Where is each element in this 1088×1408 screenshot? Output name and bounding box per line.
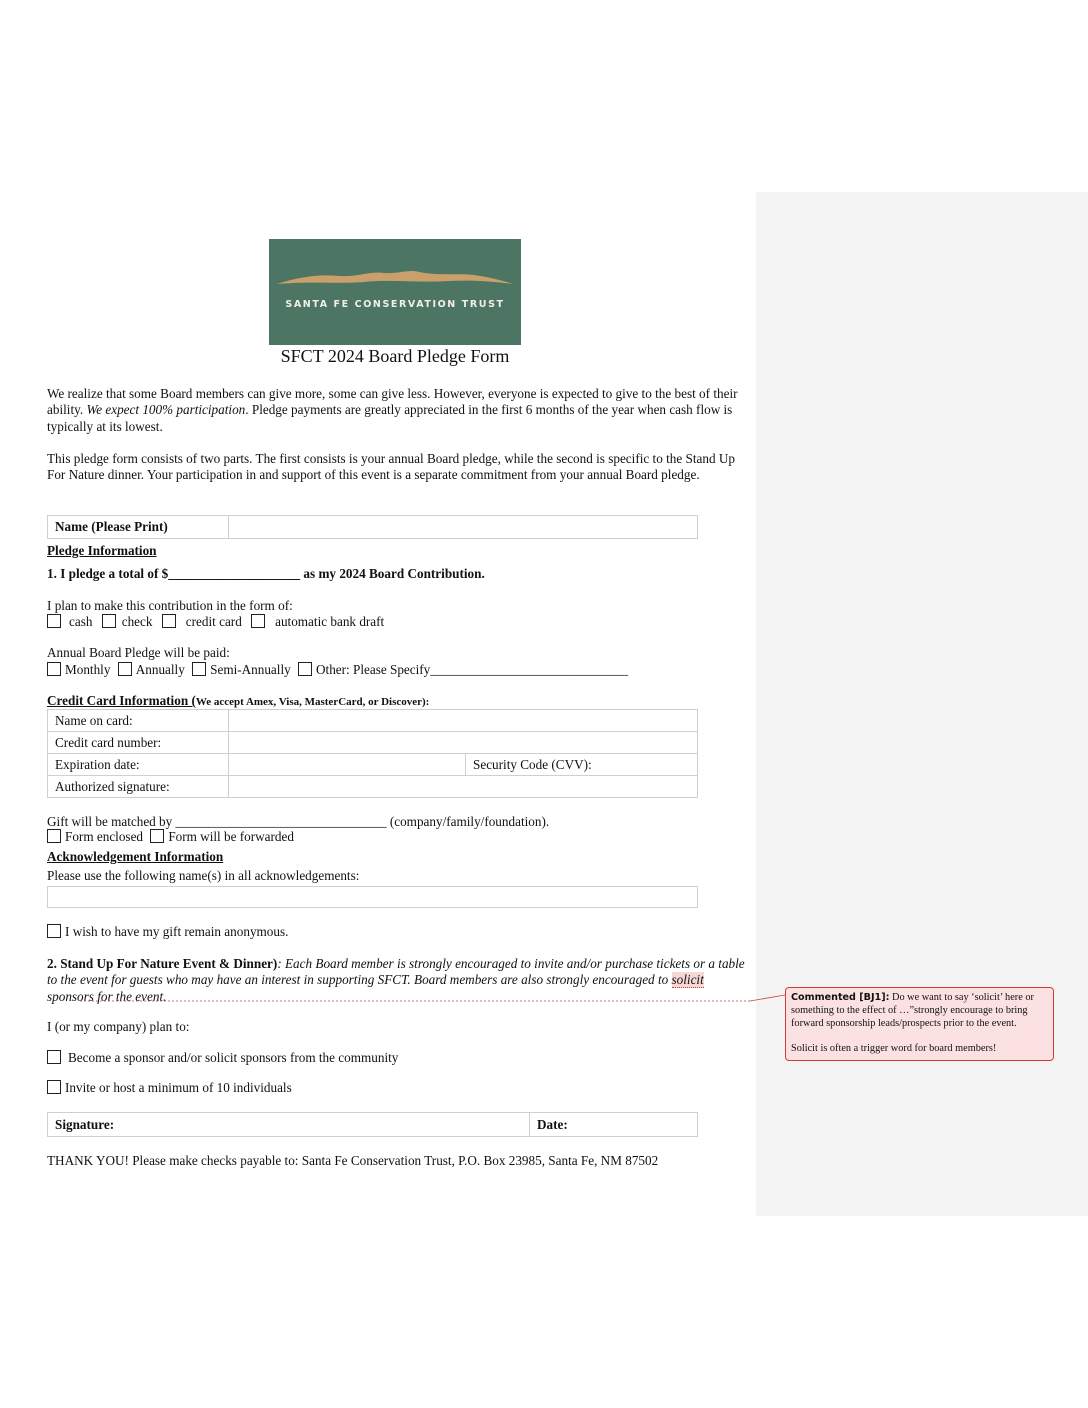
check-label: check <box>121 614 153 629</box>
credit-card-label: credit card <box>185 614 242 629</box>
authorized-signature-input[interactable] <box>229 776 698 798</box>
monthly-checkbox[interactable] <box>47 662 61 676</box>
payment-form-options <box>47 614 384 630</box>
form-enclosed-checkbox[interactable] <box>47 829 61 843</box>
credit-card-table <box>47 709 698 798</box>
comment-body <box>791 991 1048 1030</box>
bank-draft-checkbox[interactable] <box>251 614 265 628</box>
acknowledgement-heading: Acknowledgement Information <box>47 849 224 864</box>
comment-author: Commented [BJ1]: <box>791 992 890 1003</box>
org-logo <box>269 239 521 345</box>
invite-option <box>47 1080 292 1096</box>
name-label: Name (Please Print) <box>48 516 229 539</box>
page-title: SFCT 2024 Board Pledge Form <box>280 346 510 366</box>
comment-pane <box>756 192 1088 1216</box>
footer-thank-you: THANK YOU! Please make checks payable to: Santa Fe Conservation Trust, P.O. Box 23985, Santa Fe, NM 87502 <box>47 1153 659 1168</box>
intro-paragraph-1: We realize that some Board members can give more, some can give less. However, everyone is expected to give to the best of their ability. We expect 100% participation. Pledge payments are greatly appreciated in the first 6 months of the year when cash flow is typically at its lowest. <box>47 386 738 434</box>
logo-text: SANTA FE CONSERVATION TRUST <box>285 299 505 310</box>
sponsor-option <box>47 1050 398 1066</box>
form-enclosed-label: Form enclosed <box>65 829 144 844</box>
cash-checkbox[interactable] <box>47 614 61 628</box>
mountain-icon <box>269 239 521 345</box>
acknowledgement-prompt: Please use the following name(s) in all acknowledgements: <box>47 868 360 883</box>
sponsor-checkbox[interactable] <box>47 1050 61 1064</box>
comment-balloon[interactable] <box>785 987 1054 1061</box>
pledge-heading: Pledge Information <box>47 543 157 558</box>
credit-card-checkbox[interactable] <box>162 614 176 628</box>
schedule-prompt: Annual Board Pledge will be paid: <box>47 645 230 660</box>
bank-draft-label: automatic bank draft <box>275 614 385 629</box>
anonymous-label: I wish to have my gift remain anonymous. <box>65 924 289 939</box>
matching-options <box>47 829 294 845</box>
expiration-input[interactable] <box>229 754 466 776</box>
cash-label: cash <box>69 614 93 629</box>
event-paragraph: 2. Stand Up For Nature Event & Dinner): Each Board member is strongly encouraged to invite and/or purchase tickets or a table to the event for guests who may have an interest in supporting SFCT. Board members are also strongly encouraged to solicit sponsors for the event. <box>47 956 745 1004</box>
card-name-input[interactable] <box>229 710 698 732</box>
other-label: Other: Please Specify______________________________ <box>316 662 629 677</box>
annually-label: Annually <box>135 662 185 677</box>
annually-checkbox[interactable] <box>118 662 132 676</box>
form-forwarded-checkbox[interactable] <box>150 829 164 843</box>
name-table <box>47 515 698 539</box>
monthly-label: Monthly <box>65 662 111 677</box>
schedule-options <box>47 662 628 678</box>
name-input[interactable] <box>229 516 698 539</box>
matching-line[interactable]: Gift will be matched by ________________________________ (company/family/foundation). <box>47 814 550 829</box>
signature-field[interactable]: Signature: <box>48 1113 530 1137</box>
cvv-field[interactable]: Security Code (CVV): <box>466 754 698 776</box>
card-number-label: Credit card number: <box>48 732 229 754</box>
card-number-input[interactable] <box>229 732 698 754</box>
other-checkbox[interactable] <box>298 662 312 676</box>
form-prompt: I plan to make this contribution in the form of: <box>47 598 293 613</box>
anonymous-checkbox[interactable] <box>47 924 61 938</box>
anonymous-option <box>47 924 288 940</box>
card-name-label: Name on card: <box>48 710 229 732</box>
acknowledgement-input[interactable] <box>48 887 698 908</box>
invite-checkbox[interactable] <box>47 1080 61 1094</box>
comment-connector <box>80 990 790 1010</box>
expiration-label: Expiration date: <box>48 754 229 776</box>
pledge-amount-line[interactable]: 1. I pledge a total of $____________________ as my 2024 Board Contribution. <box>47 566 485 581</box>
solicit-highlight[interactable]: solicit <box>671 972 704 988</box>
semi-annually-label: Semi-Annually <box>210 662 291 677</box>
date-field[interactable]: Date: <box>530 1113 698 1137</box>
check-checkbox[interactable] <box>102 614 116 628</box>
plan-prompt: I (or my company) plan to: <box>47 1019 190 1034</box>
comment-text-2: Solicit is often a trigger word for board members! <box>791 1043 997 1054</box>
invite-label: Invite or host a minimum of 10 individuals <box>65 1080 292 1095</box>
form-forwarded-label: Form will be forwarded <box>168 829 294 844</box>
intro-paragraph-2: This pledge form consists of two parts. The first consists is your annual Board pledge, while the second is specific to the Stand Up For Nature dinner. Your participation in and support of this event is a separate commitment from your annual Board pledge. <box>47 451 735 483</box>
acknowledgement-table <box>47 886 698 908</box>
credit-card-heading: Credit Card Information (We accept Amex, Visa, MasterCard, or Discover): <box>47 693 430 708</box>
semi-annually-checkbox[interactable] <box>192 662 206 676</box>
authorized-signature-label: Authorized signature: <box>48 776 229 798</box>
sponsor-label: Become a sponsor and/or solicit sponsors from the community <box>68 1050 399 1065</box>
signature-table <box>47 1112 698 1137</box>
comment-text: Do we want to say ‘solicit’ here or something to the effect of …”strongly encourage to bring forward sponsorship leads/prospects prior to the event. <box>791 992 1034 1029</box>
